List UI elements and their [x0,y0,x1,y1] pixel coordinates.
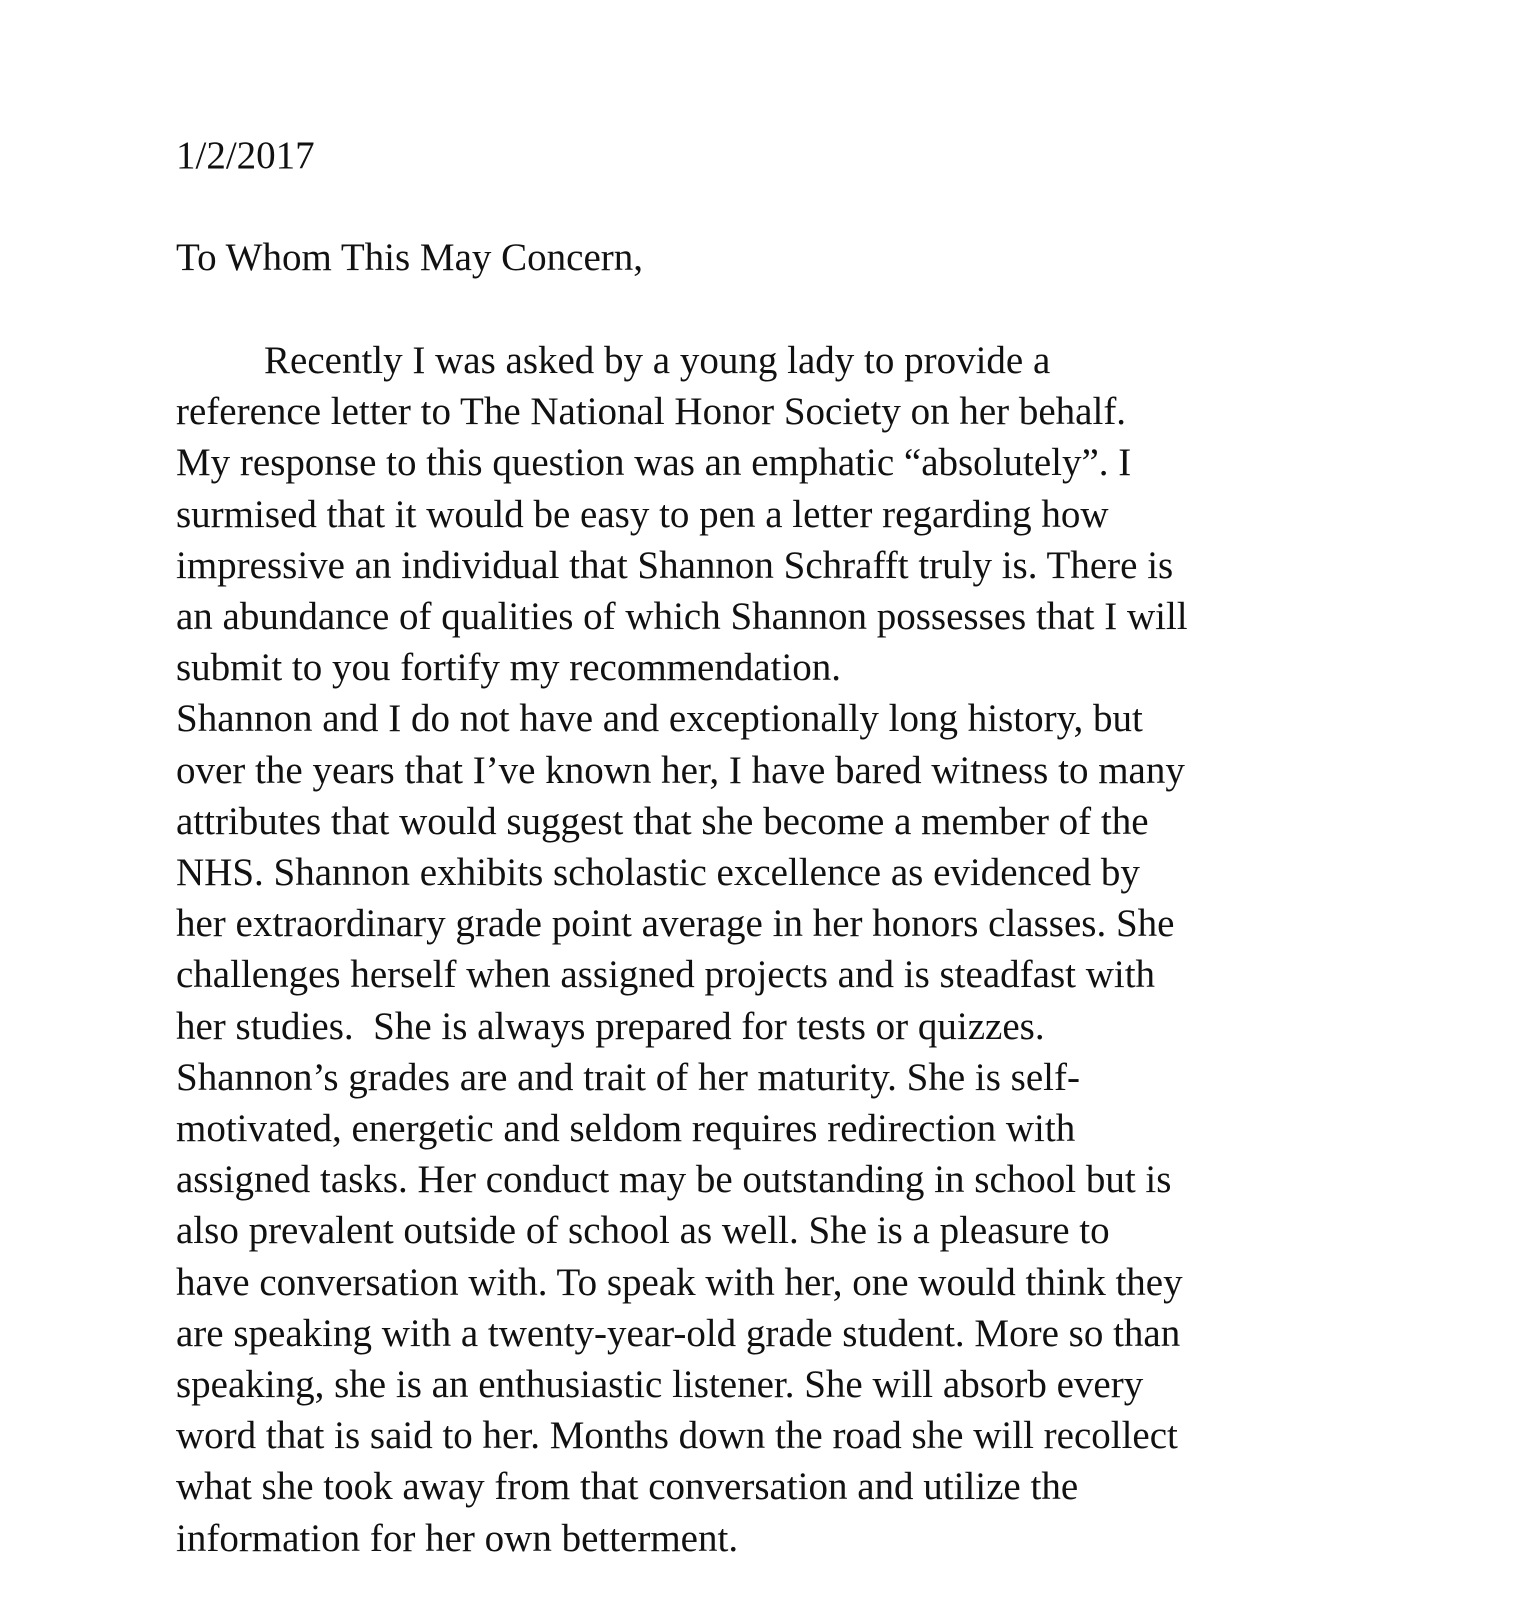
letter-salutation: To Whom This May Concern, [176,236,644,279]
body-line: assigned tasks. Her conduct may be outstanding in school but is [176,1158,1172,1202]
body-line: Shannon and I do not have and exceptionally long history, but [176,697,1143,741]
body-line: challenges herself when assigned projects and is steadfast with [176,953,1156,997]
body-line: an abundance of qualities of which Shannon possesses that I will [176,595,1188,639]
body-line: submit to you fortify my recommendation. [176,646,842,690]
body-line: motivated, energetic and seldom requires redirection with [176,1107,1076,1151]
body-line: what she took away from that conversation and utilize the [176,1465,1079,1509]
body-line: Shannon’s grades are and trait of her maturity. She is self- [176,1055,1080,1099]
body-line: information for her own betterment. [176,1516,739,1560]
body-line: attributes that would suggest that she become a member of the [176,799,1149,843]
body-line: NHS. Shannon exhibits scholastic excellence as evidenced by [176,851,1140,895]
body-line: word that is said to her. Months down the road she will recollect [176,1414,1178,1458]
body-line: Recently I was asked by a young lady to provide a [264,339,1051,382]
body-line: over the years that I’ve known her, I have bared witness to many [176,748,1185,792]
letter-date: 1/2/2017 [176,134,315,177]
body-line: her extraordinary grade point average in her honors classes. She [176,902,1175,946]
body-line: reference letter to The National Honor Society on her behalf. [176,390,1127,434]
body-line: surmised that it would be easy to pen a letter regarding how [176,492,1109,536]
body-line: impressive an individual that Shannon Schrafft truly is. There is [176,543,1174,587]
body-line: her studies. She is always prepared for tests or quizzes. [176,1004,1045,1048]
body-line: are speaking with a twenty-year-old grade student. More so than [176,1311,1181,1355]
body-line: also prevalent outside of school as well. She is a pleasure to [176,1209,1110,1253]
letter-body [176,335,1188,1564]
body-line: have conversation with. To speak with her, one would think they [176,1260,1183,1304]
body-line: My response to this question was an emphatic “absolutely”. I [176,441,1132,485]
body-line: speaking, she is an enthusiastic listener. She will absorb every [176,1363,1144,1407]
